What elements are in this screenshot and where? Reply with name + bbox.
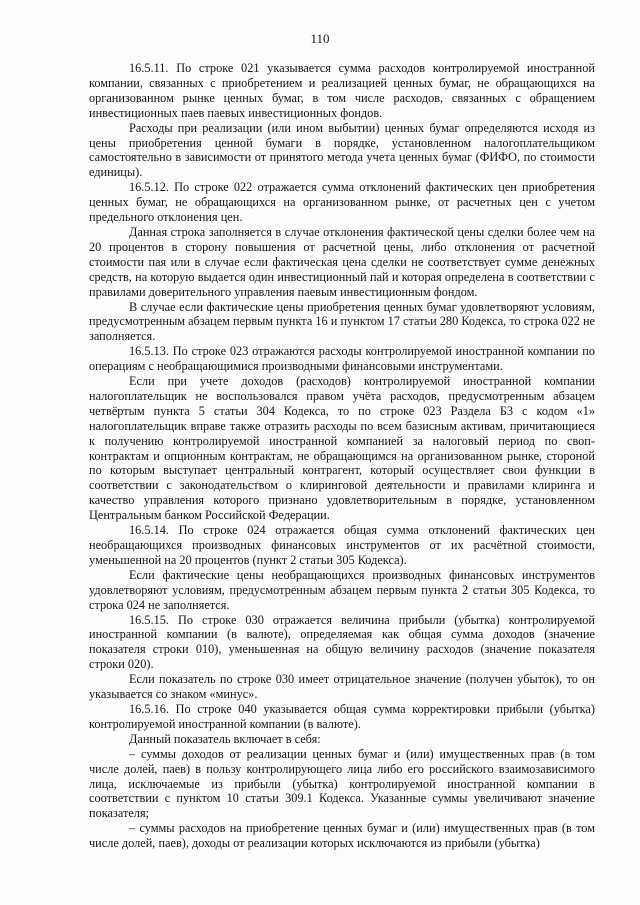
paragraph: Если при учете доходов (расходов) контролируемой иностранной компании налогоплательщик не воспользовался правом учёта расходов, предусмотренным абзацем четвёртым пункта 5 статьи 304 Кодекса, то по строке 023 Раздела Б3 с кодом «1» налогоплательщик вправе также отразить расходы по всем базисным активам, причитающиеся к получению контролируемой иностранной компанией за налоговый период по своп-контрактам и опционным контрактам, не обращающимся на организованном рынке, стороной по которым выступает центральный контрагент, который осуществляет свои функции в соответствии с законодательством о клиринговой деятельности и правилами клиринга и качество управления которого признано удовлетворительным в порядке, установленном Центральным банком Российской Федерации.	[89, 374, 595, 523]
paragraph: 16.5.11. По строке 021 указывается сумма расходов контролируемой иностранной компании, связанных с приобретением и реализацией ценных бумаг, не обращающихся на организованном рынке ценных бумаг, в том числе расходов, связанных с обращением инвестиционных паев паевых инвестиционных фондов.	[89, 61, 595, 120]
paragraph: 16.5.13. По строке 023 отражаются расходы контролируемой иностранной компании по операциям с необращающимися производными финансовыми инструментами.	[89, 344, 595, 374]
list-item: – суммы доходов от реализации ценных бумаг и (или) имущественных прав (в том числе долей, паев) в пользу контролирующего лица либо его российского взаимозависимого лица, исключаемые из прибыли (убытка) контролируемой иностранной компании в соответствии с пунктом 10 статьи 309.1 Кодекса. Указанные суммы увеличивают значение показателя;	[89, 746, 595, 821]
paragraph: Если фактические цены необращающихся производных финансовых инструментов удовлетворяют условиям, предусмотренным абзацем первым пункта 2 статьи 305 Кодекса, то строка 024 не заполняется.	[89, 567, 595, 612]
list-item: – суммы расходов на приобретение ценных бумаг и (или) имущественных прав (в том числе долей, паев), доходы от реализации которых исключаются из прибыли (убытка)	[89, 821, 595, 851]
paragraph: Данная строка заполняется в случае отклонения фактической цены сделки более чем на 20 процентов в сторону повышения от расчетной цены, либо отклонения от расчетной стоимости пая или в случае если фактическая цена сделки не соответствует сумме денежных средств, на которую выдается один инвестиционный пай и которая определена в соответствии с правилами доверительного управления паевым инвестиционным фондом.	[89, 224, 595, 299]
paragraph: 16.5.14. По строке 024 отражается общая сумма отклонений фактических цен необращающихся производных финансовых инструментов от их расчётной стоимости, уменьшенной на 20 процентов (пункт 2 статьи 305 Кодекса).	[89, 523, 595, 567]
document-body	[89, 61, 595, 851]
page-number: 110	[310, 31, 330, 46]
paragraph: Расходы при реализации (или ином выбытии) ценных бумаг определяются исходя из цены приобретения ценной бумаги в порядке, установленном налогоплательщиком самостоятельно в зависимости от принятого метода учета ценных бумаг (ФИФО, по стоимости единицы).	[89, 120, 595, 180]
paragraph: 16.5.16. По строке 040 указывается общая сумма корректировки прибыли (убытка) контролируемой иностранной компании (в валюте).	[89, 701, 595, 731]
paragraph: Данный показатель включает в себя:	[129, 731, 321, 746]
paragraph: 16.5.12. По строке 022 отражается сумма отклонений фактических цен приобретения ценных бумаг, не обращающихся на организованном рынке, от расчетных цен с учетом предельного отклонения цен.	[89, 180, 595, 225]
paragraph: 16.5.15. По строке 030 отражается величина прибыли (убытка) контролируемой иностранной компании (в валюте), определяемая как общая сумма доходов (значение показателя строки 010), уменьшенная на общую величину расходов (значение показателя строки 020).	[89, 612, 595, 672]
paragraph: В случае если фактические цены приобретения ценных бумаг удовлетворяют условиям, предусмотренным абзацем первым пункта 16 и пунктом 17 статьи 280 Кодекса, то строка 022 не заполняется.	[89, 299, 595, 344]
paragraph: Если показатель по строке 030 имеет отрицательное значение (получен убыток), то он указывается со знаком «минус».	[89, 672, 595, 702]
